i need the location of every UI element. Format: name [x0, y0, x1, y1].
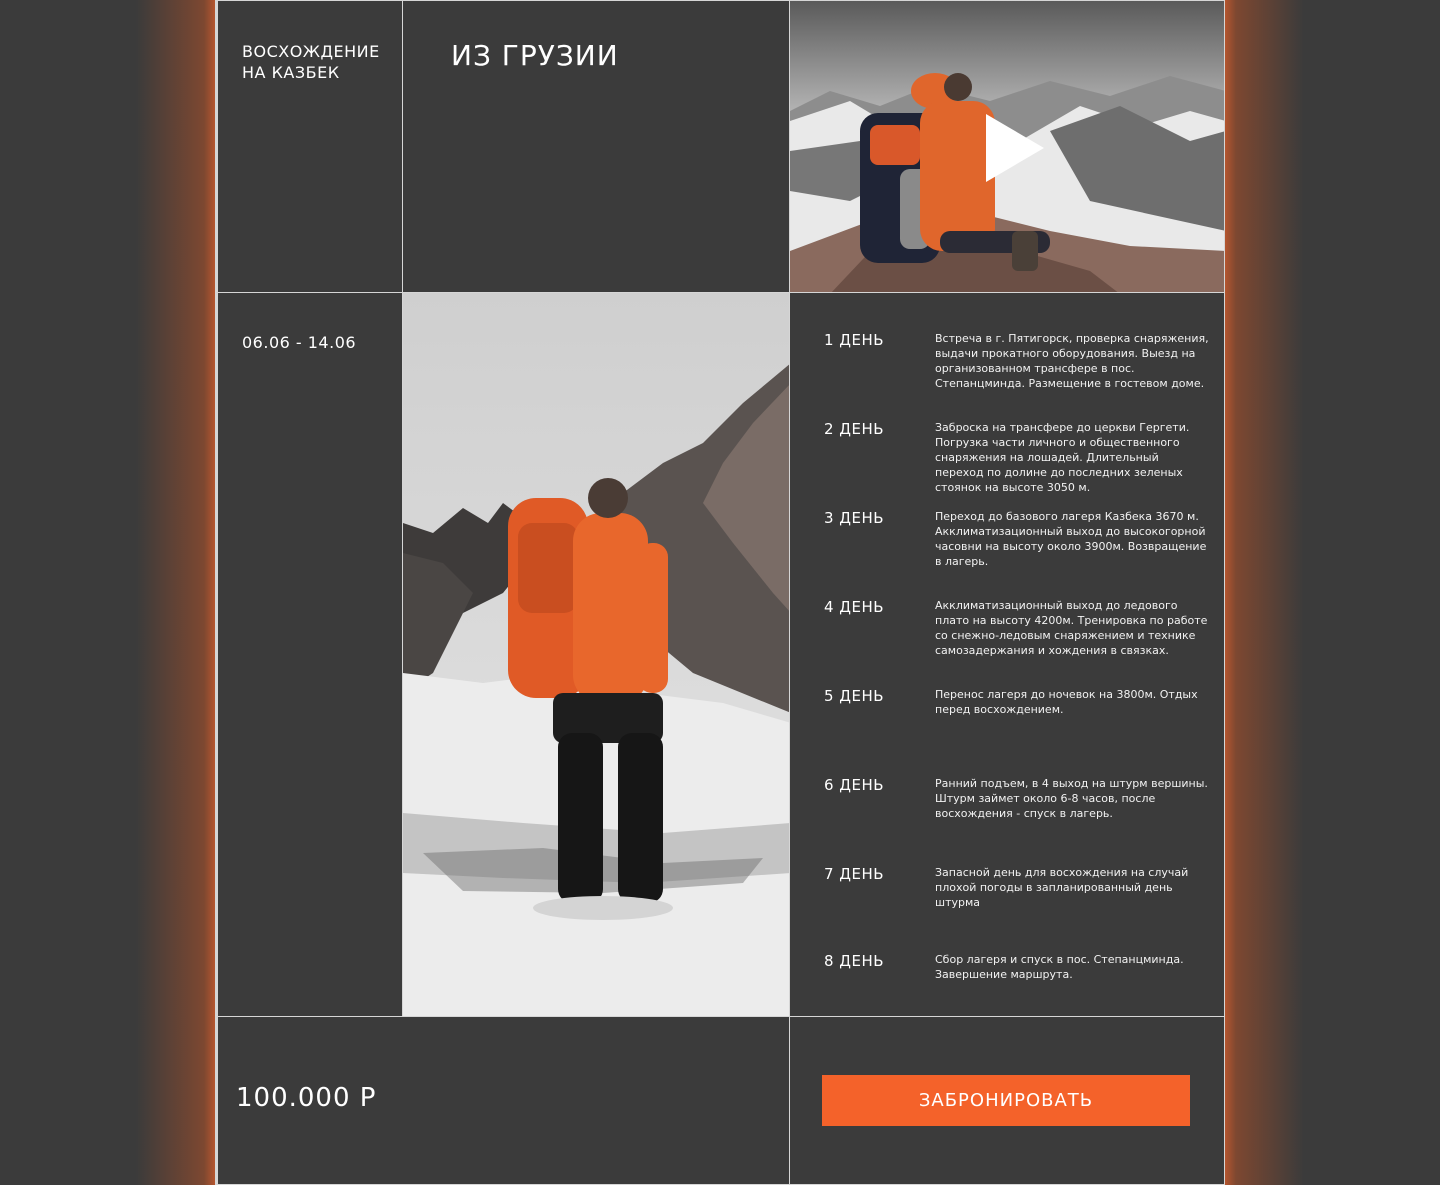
hiker-photo [402, 292, 790, 1017]
tour-card [215, 0, 1225, 1185]
day-description: Заброска на трансфере до церкви Гергети. Погрузка части личного и общественного снаряжения на лошадей. Длительный переход по долине до последних зеленых стоянок на высоте 3050 м. [935, 421, 1190, 494]
play-icon[interactable] [986, 114, 1044, 182]
day-label: 7 ДЕНЬ [824, 865, 885, 883]
tour-dates: 06.06 - 14.06 [242, 333, 357, 352]
tour-subtitle: ИЗ ГРУЗИИ [451, 39, 619, 72]
day-label: 5 ДЕНЬ [824, 687, 885, 705]
tour-title: ВОСХОЖДЕНИЕ НА КАЗБЕК [242, 42, 380, 82]
day-description: Сбор лагеря и спуск в пос. Степанцминда. Завершение маршрута. [935, 953, 1184, 981]
day-label: 3 ДЕНЬ [824, 509, 885, 527]
day-description: Ранний подъем, в 4 выход на штурм вершины. Штурм займет около 6-8 часов, после восхождения - спуск в лагерь. [935, 777, 1208, 820]
day-label: 8 ДЕНЬ [824, 952, 885, 970]
day-label: 4 ДЕНЬ [824, 598, 885, 616]
subtitle-cell [402, 0, 790, 293]
day-description: Акклиматизационный выход до ледового плато на высоту 4200м. Тренировка по работе со снежно-ледовым снаряжением и технике самозадержания и хождения в связках. [935, 599, 1208, 657]
price-cell [217, 1016, 790, 1185]
day-label: 2 ДЕНЬ [824, 420, 885, 438]
book-button[interactable]: ЗАБРОНИРОВАТЬ [822, 1075, 1190, 1126]
day-description: Перенос лагеря до ночевок на 3800м. Отдых перед восхождением. [935, 688, 1198, 716]
day-description: Запасной день для восхождения на случай плохой погоды в запланированный день штурма [935, 866, 1189, 909]
day-label: 6 ДЕНЬ [824, 776, 885, 794]
day-description: Встреча в г. Пятигорск, проверка снаряжения, выдачи прокатного оборудования. Выезд на организованном трансфере в пос. Степанцминда. Размещение в гостевом доме. [935, 332, 1209, 390]
hiker-photo-image [403, 293, 790, 1017]
booking-cell [789, 1016, 1225, 1185]
day-label: 1 ДЕНЬ [824, 331, 885, 349]
day-description: Переход до базового лагеря Казбека 3670 м. Акклиматизационный выход до высокогорной часовни на высоту около 3900м. Возвращение в лагерь. [935, 510, 1207, 568]
title-cell [217, 0, 403, 293]
right-glow [1224, 0, 1304, 1185]
dates-cell [217, 292, 403, 1017]
left-glow [136, 0, 216, 1185]
itinerary [789, 292, 1225, 1017]
tour-price: 100.000 Р [236, 1083, 377, 1113]
video-preview[interactable] [789, 0, 1225, 293]
